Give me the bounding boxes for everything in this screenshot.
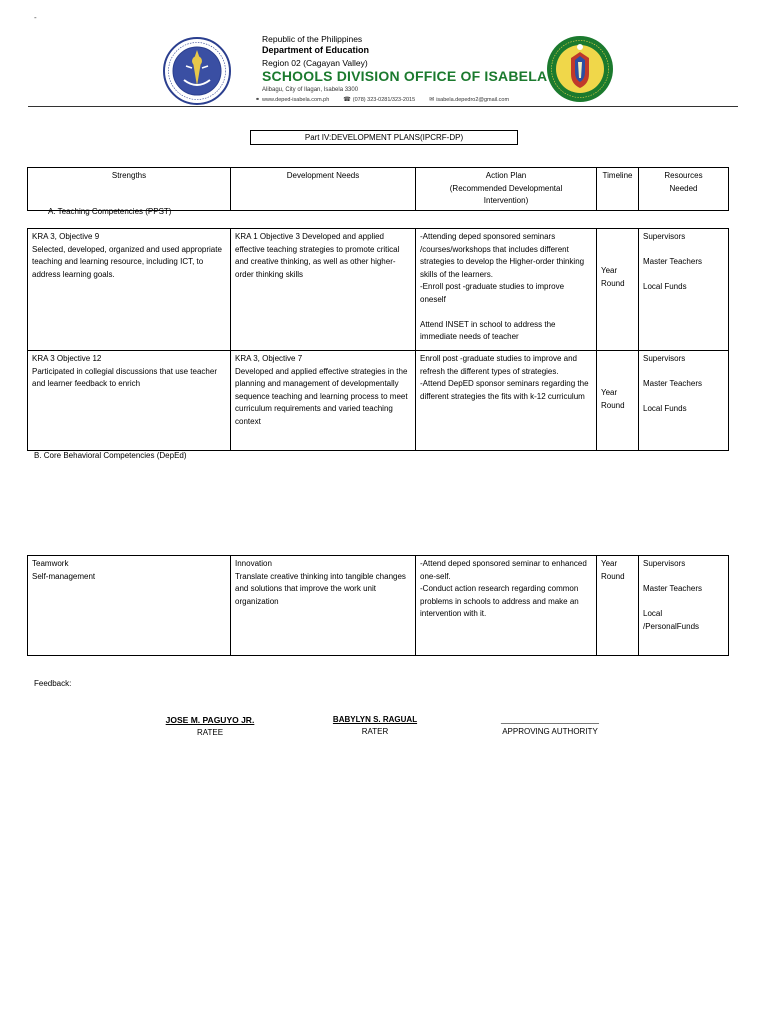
- header-address: Alibagu, City of Ilagan, Isabela 3300: [262, 87, 359, 93]
- rater-signature: [305, 714, 445, 739]
- section-a-title: A. Teaching Competencies (PPST): [48, 207, 172, 216]
- teaching-competencies-table: [27, 228, 729, 451]
- feedback-label: Feedback:: [34, 679, 72, 688]
- rater-role: RATER: [361, 727, 389, 737]
- phone-icon: ☎: [343, 97, 351, 103]
- header-development-needs: Development Needs: [231, 168, 416, 211]
- deped-kagawaran-seal-icon: [162, 36, 232, 106]
- header-timeline: Timeline: [597, 168, 639, 211]
- cell-resources: Supervisors Master Teachers Local Funds: [639, 229, 729, 351]
- header-department: Department of Education: [262, 45, 370, 55]
- contact-email[interactable]: ✉ isabela.depedro2@gmail.com: [429, 97, 510, 103]
- cell-action-plan: -Attending deped sponsored seminars /courses/workshops that includes different strategies to develop the Higher-order thinking skills of the learners. -Enroll post -graduate studies to improve oneself Attend INSET in school to address the immediate needs of teacher: [416, 229, 597, 351]
- globe-icon: ⚭: [255, 97, 261, 103]
- ratee-name: JOSE M. PAGUYO JR.: [165, 715, 255, 725]
- cell-development-needs: KRA 1 Objective 3 Developed and applied effective teaching strategies to promote critical and creative thinking, as well as other higher-order thinking skills: [231, 229, 416, 351]
- mail-icon: ✉: [429, 97, 435, 103]
- header-republic: Republic of the Philippines: [262, 34, 363, 44]
- core-behavioral-table: [27, 555, 729, 656]
- approver-role: APPROVING AUTHORITY: [502, 727, 598, 737]
- header-resources: Resources Needed: [639, 168, 729, 211]
- contact-phone: ☎ (078) 323-0281/323-2015: [343, 97, 416, 103]
- ratee-role: RATEE: [196, 728, 224, 738]
- plan-header-table: [27, 167, 729, 211]
- cell-strengths: KRA 3, Objective 9 Selected, developed, organized and used appropriate teaching and learning resource, including ICT, to address learning goals.: [28, 229, 231, 351]
- header-strengths: Strengths: [28, 168, 231, 211]
- approver-line[interactable]: ______________________: [501, 715, 599, 724]
- ratee-signature: [140, 714, 280, 740]
- cell-action-plan: Enroll post -graduate studies to improve and refresh the different types of strategies. -Attend DepED sponsor seminars regarding the different strategies the fits with k-12 curriculum: [416, 351, 597, 451]
- corner-mark: -: [34, 13, 37, 22]
- sdo-isabela-seal-icon: [545, 34, 615, 104]
- header-action-plan: Action Plan (Recommended Developmental Intervention): [416, 168, 597, 211]
- cell-development-needs: Innovation Translate creative thinking into tangible changes and solutions that improve the work unit organization: [231, 556, 416, 656]
- rater-name: BABYLYN S. RAGUAL: [332, 715, 418, 724]
- header-divider: [28, 106, 738, 107]
- cell-action-plan: -Attend deped sponsored seminar to enhanced one-self. -Conduct action research regarding common problems in schools to address and make an intervention with it.: [416, 556, 597, 656]
- table-row: [28, 556, 729, 656]
- cell-resources: Supervisors Master Teachers Local Funds: [639, 351, 729, 451]
- header-region: Region 02 (Cagayan Valley): [262, 58, 368, 68]
- cell-timeline: Year Round: [597, 229, 639, 351]
- table-row: [28, 351, 729, 451]
- cell-resources: Supervisors Master Teachers Local /PersonalFunds: [639, 556, 729, 656]
- header-office-name: SCHOOLS DIVISION OFFICE OF ISABELA: [262, 68, 548, 84]
- contact-website[interactable]: ⚭ www.deped-isabela.com.ph: [255, 97, 330, 103]
- section-b-title: B. Core Behavioral Competencies (DepEd): [34, 451, 187, 460]
- cell-timeline: Year Round: [597, 556, 639, 656]
- approver-signature: [470, 714, 630, 739]
- cell-strengths: Teamwork Self-management: [28, 556, 231, 656]
- cell-timeline: Year Round: [597, 351, 639, 451]
- cell-strengths: KRA 3 Objective 12 Participated in collegial discussions that use teacher and learner feedback to enrich: [28, 351, 231, 451]
- table-row: [28, 229, 729, 351]
- header-contacts: [255, 96, 509, 105]
- form-title: Part IV:DEVELOPMENT PLANS(IPCRF-DP): [250, 130, 518, 145]
- cell-development-needs: KRA 3, Objective 7 Developed and applied effective strategies in the planning and management of developmentally sequence teaching and learning process to meet curriculum requirements and varied teaching context: [231, 351, 416, 451]
